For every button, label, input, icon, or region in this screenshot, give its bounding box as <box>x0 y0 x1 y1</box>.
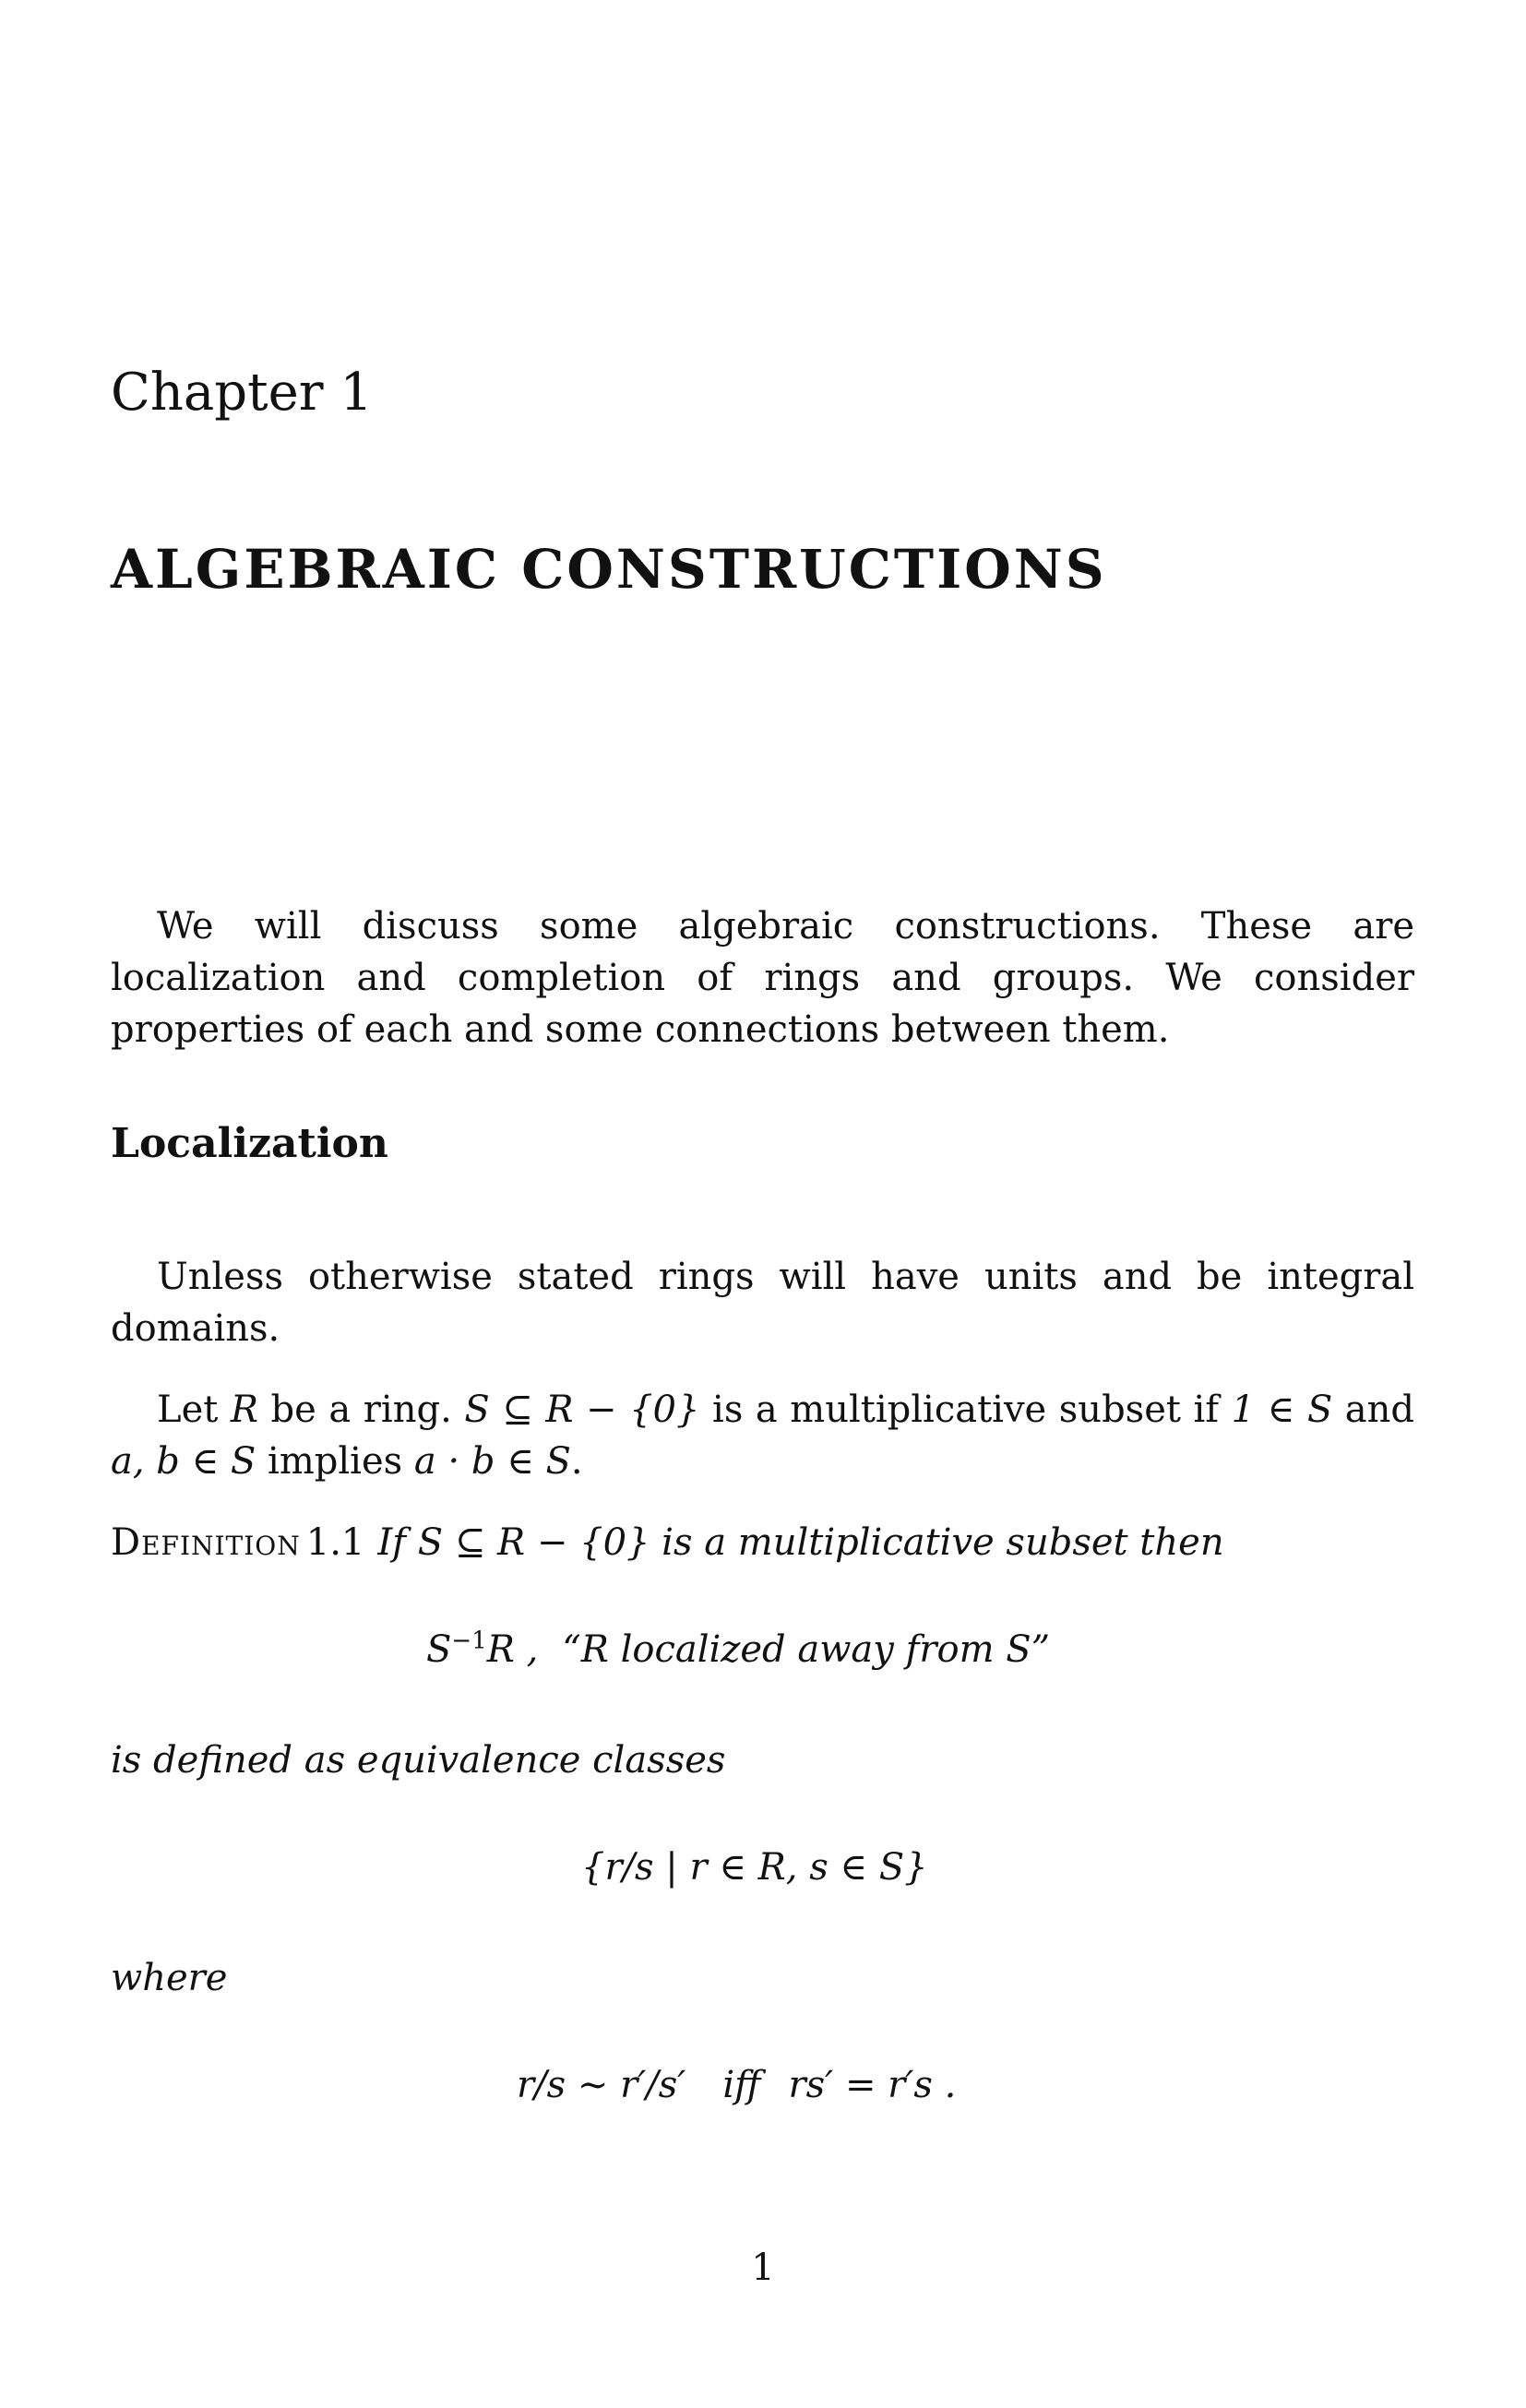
math-expression: S ⊆ R − {0} <box>417 1521 650 1564</box>
definition-text: is a multiplicative subset then <box>650 1521 1224 1564</box>
chapter-title: ALGEBRAIC CONSTRUCTIONS <box>111 538 1107 601</box>
intro-paragraph: We will discuss some algebraic constructions. These are localization and completion of rings and groups. We consider properties of each and some connections between them. <box>111 905 1414 1051</box>
math-superscript: −1 <box>451 1627 487 1655</box>
paragraph-multiplicative-subset <box>111 1384 1414 1487</box>
display-equation-classes: {r/s | r ∈ R, s ∈ S} <box>581 1846 928 1889</box>
math-expression: a, b ∈ S <box>111 1440 256 1483</box>
section-heading: Localization <box>111 1120 388 1167</box>
paragraph-text: be a ring. <box>258 1389 465 1431</box>
definition-label: Definition <box>111 1521 301 1564</box>
definition-block <box>111 1517 1224 1568</box>
paragraph-text: is a multiplicative subset if <box>699 1389 1232 1431</box>
display-equation-localization <box>426 1624 1050 1675</box>
chapter-label: Chapter 1 <box>111 363 373 423</box>
paragraph-text: . <box>570 1440 583 1483</box>
math-quote: “R localized away from S” <box>562 1628 1051 1671</box>
definition-continuation-where: where <box>111 1957 228 1999</box>
paragraph-text: Let <box>157 1389 231 1431</box>
definition-continuation: is defined as equivalence classes <box>111 1739 726 1782</box>
math-variable: R , <box>486 1628 539 1671</box>
math-variable: S <box>426 1628 452 1671</box>
math-expression: r/s ∼ r′/s′ <box>517 2064 686 2106</box>
definition-text: If <box>377 1521 418 1564</box>
page-number: 1 <box>751 2247 775 2289</box>
paragraph-text: and <box>1332 1389 1415 1431</box>
math-variable: R <box>230 1389 258 1431</box>
definition-number: 1.1 <box>305 1521 365 1564</box>
display-equation-equivalence <box>517 2059 956 2111</box>
math-expression: a · b ∈ S <box>413 1440 571 1483</box>
math-expression: rs′ = r′s . <box>788 2064 957 2106</box>
math-iff: iff <box>722 2064 761 2106</box>
math-expression: 1 ∈ S <box>1231 1389 1333 1431</box>
math-expression: S ⊆ R − {0} <box>464 1389 700 1431</box>
paragraph-text: implies <box>256 1440 414 1483</box>
paragraph-rings-assumption: Unless otherwise stated rings will have units and be integral domains. <box>111 1256 1414 1350</box>
